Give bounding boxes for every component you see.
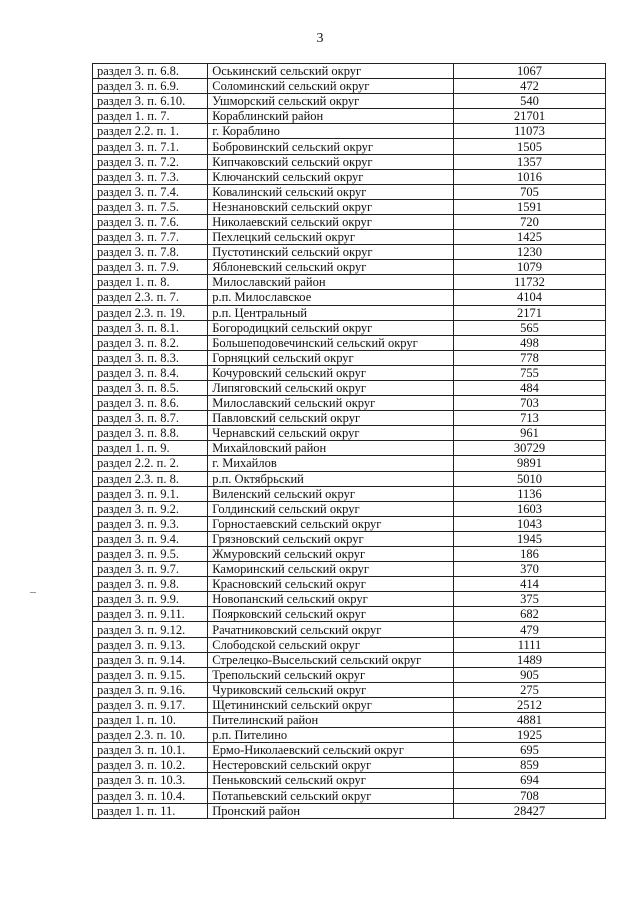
territory-name-cell: Бобровинский сельский округ (208, 139, 454, 154)
territory-name-cell: Чуриковский сельский округ (208, 682, 454, 697)
population-cell: 1591 (454, 199, 606, 214)
section-ref-cell: раздел 3. п. 7.7. (93, 230, 208, 245)
section-ref-cell: раздел 1. п. 8. (93, 275, 208, 290)
section-ref-cell: раздел 2.3. п. 10. (93, 728, 208, 743)
population-cell: 11732 (454, 275, 606, 290)
table-body (93, 64, 606, 819)
section-ref-cell: раздел 2.2. п. 1. (93, 124, 208, 139)
population-cell: 905 (454, 667, 606, 682)
section-ref-cell: раздел 3. п. 8.8. (93, 426, 208, 441)
section-ref-cell: раздел 3. п. 9.8. (93, 577, 208, 592)
territory-name-cell: Чернавский сельский округ (208, 426, 454, 441)
table-row (93, 682, 606, 697)
table-row (93, 275, 606, 290)
territory-name-cell: р.п. Октябрьский (208, 471, 454, 486)
territory-name-cell: р.п. Центральный (208, 305, 454, 320)
section-ref-cell: раздел 3. п. 7.3. (93, 169, 208, 184)
territory-name-cell: г. Кораблино (208, 124, 454, 139)
table-row (93, 637, 606, 652)
territory-name-cell: Каморинский сельский округ (208, 562, 454, 577)
table-row (93, 441, 606, 456)
table-row (93, 773, 606, 788)
territory-name-cell: Кипчаковский сельский округ (208, 154, 454, 169)
section-ref-cell: раздел 3. п. 6.8. (93, 64, 208, 79)
population-cell: 1067 (454, 64, 606, 79)
population-cell: 1111 (454, 637, 606, 652)
population-table (92, 63, 606, 819)
population-cell: 1136 (454, 486, 606, 501)
population-cell: 1489 (454, 652, 606, 667)
table-row (93, 667, 606, 682)
population-cell: 755 (454, 365, 606, 380)
section-ref-cell: раздел 3. п. 10.4. (93, 788, 208, 803)
table-row (93, 607, 606, 622)
section-ref-cell: раздел 3. п. 6.9. (93, 79, 208, 94)
section-ref-cell: раздел 3. п. 9.12. (93, 622, 208, 637)
population-cell: 713 (454, 411, 606, 426)
population-cell: 540 (454, 94, 606, 109)
table-row (93, 230, 606, 245)
population-cell: 21701 (454, 109, 606, 124)
population-cell: 479 (454, 622, 606, 637)
section-ref-cell: раздел 3. п. 8.3. (93, 350, 208, 365)
section-ref-cell: раздел 3. п. 9.15. (93, 667, 208, 682)
territory-name-cell: Кораблинский район (208, 109, 454, 124)
table-row (93, 622, 606, 637)
section-ref-cell: раздел 3. п. 8.2. (93, 335, 208, 350)
section-ref-cell: раздел 2.3. п. 19. (93, 305, 208, 320)
population-cell: 186 (454, 547, 606, 562)
territory-name-cell: Новопанский сельский округ (208, 592, 454, 607)
table-row (93, 531, 606, 546)
territory-name-cell: Большеподовечинский сельский округ (208, 335, 454, 350)
section-ref-cell: раздел 3. п. 9.17. (93, 697, 208, 712)
territory-name-cell: Ушморский сельский округ (208, 94, 454, 109)
section-ref-cell: раздел 3. п. 7.8. (93, 245, 208, 260)
territory-name-cell: Голдинский сельский округ (208, 501, 454, 516)
table-row (93, 456, 606, 471)
section-ref-cell: раздел 3. п. 10.2. (93, 758, 208, 773)
population-cell: 484 (454, 380, 606, 395)
section-ref-cell: раздел 2.3. п. 7. (93, 290, 208, 305)
population-cell: 1043 (454, 516, 606, 531)
population-cell: 705 (454, 184, 606, 199)
table-row (93, 501, 606, 516)
section-ref-cell: раздел 3. п. 9.9. (93, 592, 208, 607)
territory-name-cell: Виленский сельский округ (208, 486, 454, 501)
table-row (93, 396, 606, 411)
population-cell: 1425 (454, 230, 606, 245)
population-cell: 1925 (454, 728, 606, 743)
territory-name-cell: Щетининский сельский округ (208, 697, 454, 712)
section-ref-cell: раздел 1. п. 11. (93, 803, 208, 818)
territory-name-cell: Незнановский сельский округ (208, 199, 454, 214)
territory-name-cell: Соломинский сельский округ (208, 79, 454, 94)
section-ref-cell: раздел 3. п. 10.1. (93, 743, 208, 758)
population-cell: 4104 (454, 290, 606, 305)
section-ref-cell: раздел 1. п. 10. (93, 713, 208, 728)
section-ref-cell: раздел 3. п. 7.5. (93, 199, 208, 214)
population-cell: 1016 (454, 169, 606, 184)
section-ref-cell: раздел 3. п. 8.4. (93, 365, 208, 380)
territory-name-cell: Яблоневский сельский округ (208, 260, 454, 275)
territory-name-cell: Красновский сельский округ (208, 577, 454, 592)
population-cell: 375 (454, 592, 606, 607)
population-cell: 703 (454, 396, 606, 411)
population-cell: 414 (454, 577, 606, 592)
section-ref-cell: раздел 3. п. 7.9. (93, 260, 208, 275)
population-cell: 11073 (454, 124, 606, 139)
table-row (93, 350, 606, 365)
territory-name-cell: Рачатниковский сельский округ (208, 622, 454, 637)
territory-name-cell: Нестеровский сельский округ (208, 758, 454, 773)
table-row (93, 547, 606, 562)
territory-name-cell: Трепольский сельский округ (208, 667, 454, 682)
territory-name-cell: Поярковский сельский округ (208, 607, 454, 622)
population-cell: 1357 (454, 154, 606, 169)
territory-name-cell: Жмуровский сельский округ (208, 547, 454, 562)
section-ref-cell: раздел 3. п. 9.2. (93, 501, 208, 516)
population-cell: 778 (454, 350, 606, 365)
territory-name-cell: Липяговский сельский округ (208, 380, 454, 395)
territory-name-cell: Пехлецкий сельский округ (208, 230, 454, 245)
table-row (93, 245, 606, 260)
section-ref-cell: раздел 1. п. 9. (93, 441, 208, 456)
table-row (93, 305, 606, 320)
territory-name-cell: р.п. Милославское (208, 290, 454, 305)
section-ref-cell: раздел 3. п. 9.7. (93, 562, 208, 577)
table-row (93, 728, 606, 743)
population-cell: 961 (454, 426, 606, 441)
table-row (93, 652, 606, 667)
territory-name-cell: Кочуровский сельский округ (208, 365, 454, 380)
territory-name-cell: Ермо-Николаевский сельский округ (208, 743, 454, 758)
section-ref-cell: раздел 3. п. 8.1. (93, 320, 208, 335)
territory-name-cell: Николаевский сельский округ (208, 214, 454, 229)
territory-name-cell: Пителинский район (208, 713, 454, 728)
territory-name-cell: Горняцкий сельский округ (208, 350, 454, 365)
population-cell: 472 (454, 79, 606, 94)
population-cell: 5010 (454, 471, 606, 486)
population-cell: 1230 (454, 245, 606, 260)
territory-name-cell: Милославский сельский округ (208, 396, 454, 411)
territory-name-cell: Пронский район (208, 803, 454, 818)
population-cell: 2171 (454, 305, 606, 320)
population-cell: 498 (454, 335, 606, 350)
table-row (93, 124, 606, 139)
territory-name-cell: Михайловский район (208, 441, 454, 456)
table-row (93, 562, 606, 577)
section-ref-cell: раздел 3. п. 7.2. (93, 154, 208, 169)
table-row (93, 411, 606, 426)
table-row (93, 697, 606, 712)
population-cell: 694 (454, 773, 606, 788)
section-ref-cell: раздел 2.3. п. 8. (93, 471, 208, 486)
section-ref-cell: раздел 3. п. 9.3. (93, 516, 208, 531)
territory-name-cell: Павловский сельский округ (208, 411, 454, 426)
section-ref-cell: раздел 3. п. 8.5. (93, 380, 208, 395)
table-row (93, 169, 606, 184)
table-row (93, 260, 606, 275)
population-cell: 1079 (454, 260, 606, 275)
table-row (93, 516, 606, 531)
population-cell: 708 (454, 788, 606, 803)
table-row (93, 184, 606, 199)
section-ref-cell: раздел 3. п. 6.10. (93, 94, 208, 109)
table-row (93, 79, 606, 94)
population-cell: 859 (454, 758, 606, 773)
section-ref-cell: раздел 1. п. 7. (93, 109, 208, 124)
territory-name-cell: Пустотинский сельский округ (208, 245, 454, 260)
territory-name-cell: Пеньковский сельский округ (208, 773, 454, 788)
table-row (93, 380, 606, 395)
population-cell: 1505 (454, 139, 606, 154)
section-ref-cell: раздел 3. п. 7.1. (93, 139, 208, 154)
population-cell: 565 (454, 320, 606, 335)
section-ref-cell: раздел 2.2. п. 2. (93, 456, 208, 471)
table-row (93, 64, 606, 79)
territory-name-cell: Ключанский сельский округ (208, 169, 454, 184)
table-row (93, 290, 606, 305)
table-row (93, 803, 606, 818)
page-number: 3 (316, 31, 324, 46)
section-ref-cell: раздел 3. п. 7.6. (93, 214, 208, 229)
table-row (93, 94, 606, 109)
territory-name-cell: Богородицкий сельский округ (208, 320, 454, 335)
territory-name-cell: г. Михайлов (208, 456, 454, 471)
territory-name-cell: Горностаевский сельский округ (208, 516, 454, 531)
table-row (93, 365, 606, 380)
section-ref-cell: раздел 3. п. 9.5. (93, 547, 208, 562)
territory-name-cell: Слободской сельский округ (208, 637, 454, 652)
population-cell: 275 (454, 682, 606, 697)
table-row (93, 199, 606, 214)
table-row (93, 788, 606, 803)
section-ref-cell: раздел 3. п. 9.11. (93, 607, 208, 622)
population-cell: 28427 (454, 803, 606, 818)
territory-name-cell: р.п. Пителино (208, 728, 454, 743)
population-cell: 9891 (454, 456, 606, 471)
territory-name-cell: Потапьевский сельский округ (208, 788, 454, 803)
section-ref-cell: раздел 3. п. 10.3. (93, 773, 208, 788)
section-ref-cell: раздел 3. п. 9.1. (93, 486, 208, 501)
section-ref-cell: раздел 3. п. 9.14. (93, 652, 208, 667)
table-row (93, 320, 606, 335)
population-cell: 1945 (454, 531, 606, 546)
section-ref-cell: раздел 3. п. 7.4. (93, 184, 208, 199)
territory-name-cell: Ковалинский сельский округ (208, 184, 454, 199)
margin-mark (30, 592, 36, 593)
territory-name-cell: Оськинский сельский округ (208, 64, 454, 79)
territory-name-cell: Грязновский сельский округ (208, 531, 454, 546)
population-cell: 1603 (454, 501, 606, 516)
territory-name-cell: Стрелецко-Высельский сельский округ (208, 652, 454, 667)
table-row (93, 743, 606, 758)
table-row (93, 471, 606, 486)
table-row (93, 139, 606, 154)
population-cell: 4881 (454, 713, 606, 728)
population-cell: 370 (454, 562, 606, 577)
section-ref-cell: раздел 3. п. 8.7. (93, 411, 208, 426)
section-ref-cell: раздел 3. п. 8.6. (93, 396, 208, 411)
table-row (93, 486, 606, 501)
table-row (93, 426, 606, 441)
table-row (93, 335, 606, 350)
table-row (93, 214, 606, 229)
section-ref-cell: раздел 3. п. 9.4. (93, 531, 208, 546)
table-row (93, 109, 606, 124)
territory-name-cell: Милославский район (208, 275, 454, 290)
table-row (93, 154, 606, 169)
table-row (93, 758, 606, 773)
section-ref-cell: раздел 3. п. 9.13. (93, 637, 208, 652)
population-cell: 695 (454, 743, 606, 758)
table-row (93, 592, 606, 607)
section-ref-cell: раздел 3. п. 9.16. (93, 682, 208, 697)
population-cell: 720 (454, 214, 606, 229)
population-cell: 30729 (454, 441, 606, 456)
table-row (93, 577, 606, 592)
population-cell: 682 (454, 607, 606, 622)
population-cell: 2512 (454, 697, 606, 712)
table-row (93, 713, 606, 728)
